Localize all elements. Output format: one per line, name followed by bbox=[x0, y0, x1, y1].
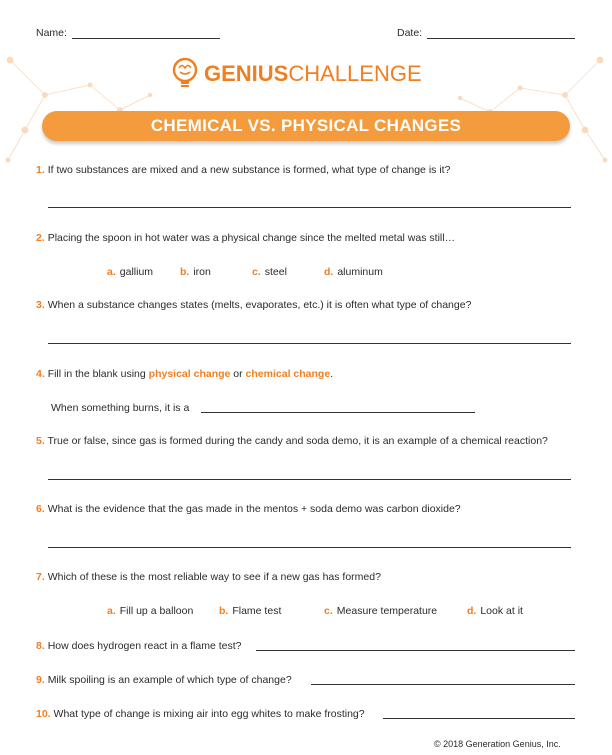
question-number: 7. bbox=[36, 571, 45, 583]
option-letter: c. bbox=[324, 605, 333, 617]
answer-choice-physical: physical change bbox=[148, 368, 231, 380]
question-4 bbox=[36, 368, 333, 380]
q2-option-a[interactable] bbox=[107, 266, 153, 278]
q7-option-a[interactable] bbox=[107, 605, 193, 617]
option-letter: a. bbox=[107, 266, 116, 278]
brand-part-challenge: CHALLENGE bbox=[288, 61, 422, 86]
question-text: How does hydrogen react in a flame test? bbox=[47, 640, 242, 652]
answer-line-5[interactable] bbox=[48, 479, 571, 480]
question-number: 5. bbox=[36, 435, 45, 447]
answer-line-8[interactable] bbox=[256, 650, 575, 651]
question-text-end: . bbox=[330, 368, 334, 380]
question-6 bbox=[36, 503, 461, 515]
question-text: Placing the spoon in hot water was a physical change since the melted metal was still… bbox=[47, 232, 456, 244]
option-letter: d. bbox=[467, 605, 477, 617]
question-text: When a substance changes states (melts, evaporates, etc.) it is often what type of change? bbox=[47, 299, 472, 311]
option-text: iron bbox=[193, 266, 211, 278]
question-text: What is the evidence that the gas made in the mentos + soda demo was carbon dioxide? bbox=[47, 503, 461, 515]
answer-line-4[interactable] bbox=[201, 412, 475, 413]
q4-prompt: When something burns, it is a bbox=[51, 402, 190, 414]
question-number: 9. bbox=[36, 674, 45, 686]
option-text: steel bbox=[264, 266, 287, 278]
answer-line-9[interactable] bbox=[311, 684, 575, 685]
lightbulb-brain-icon bbox=[170, 57, 200, 91]
option-text: Flame test bbox=[232, 605, 282, 617]
question-number: 2. bbox=[36, 232, 45, 244]
question-text: Fill in the blank using bbox=[47, 368, 149, 380]
option-letter: b. bbox=[180, 266, 190, 278]
option-text: Measure temperature bbox=[336, 605, 438, 617]
q7-option-b[interactable] bbox=[219, 605, 281, 617]
brand-part-genius: GENIUS bbox=[204, 61, 289, 86]
answer-choice-chemical: chemical change bbox=[245, 368, 331, 380]
question-number: 3. bbox=[36, 299, 45, 311]
date-label: Date: bbox=[397, 27, 423, 39]
question-text: Milk spoiling is an example of which type of change? bbox=[47, 674, 292, 686]
q2-option-b[interactable] bbox=[180, 266, 211, 278]
option-letter: b. bbox=[219, 605, 229, 617]
question-number: 10. bbox=[36, 708, 51, 720]
question-10 bbox=[36, 708, 365, 720]
brand-wordmark bbox=[204, 61, 422, 87]
name-label: Name: bbox=[36, 27, 67, 39]
option-text: aluminum bbox=[337, 266, 383, 278]
option-text: Look at it bbox=[480, 605, 523, 617]
option-letter: d. bbox=[324, 266, 334, 278]
question-text-connector: or bbox=[230, 368, 246, 380]
answer-line-1[interactable] bbox=[48, 207, 571, 208]
copyright: © 2018 Generation Genius, Inc. bbox=[434, 739, 561, 749]
q7-option-c[interactable] bbox=[324, 605, 437, 617]
question-text: True or false, since gas is formed during the candy and soda demo, it is an example of a chemical reaction? bbox=[47, 435, 548, 447]
question-8 bbox=[36, 640, 241, 652]
option-letter: c. bbox=[252, 266, 261, 278]
option-letter: a. bbox=[107, 605, 116, 617]
question-number: 4. bbox=[36, 368, 45, 380]
question-5 bbox=[36, 435, 548, 447]
question-number: 8. bbox=[36, 640, 45, 652]
question-9 bbox=[36, 674, 292, 686]
answer-line-6[interactable] bbox=[48, 547, 571, 548]
page-title: CHEMICAL VS. PHYSICAL CHANGES bbox=[150, 116, 462, 135]
q7-option-d[interactable] bbox=[467, 605, 523, 617]
question-text: What type of change is mixing air into egg whites to make frosting? bbox=[53, 708, 365, 720]
question-text: If two substances are mixed and a new substance is formed, what type of change is it? bbox=[47, 164, 451, 176]
answer-line-10[interactable] bbox=[383, 718, 575, 719]
option-text: Fill up a balloon bbox=[119, 605, 194, 617]
q2-option-c[interactable] bbox=[252, 266, 287, 278]
question-1 bbox=[36, 164, 450, 176]
q2-option-d[interactable] bbox=[324, 266, 383, 278]
name-field-line[interactable] bbox=[72, 38, 220, 39]
question-7 bbox=[36, 571, 381, 583]
date-field-line[interactable] bbox=[427, 38, 575, 39]
question-text: Which of these is the most reliable way to see if a new gas has formed? bbox=[47, 571, 381, 583]
question-number: 6. bbox=[36, 503, 45, 515]
answer-line-3[interactable] bbox=[48, 343, 571, 344]
question-3 bbox=[36, 299, 471, 311]
option-text: gallium bbox=[119, 266, 154, 278]
question-2 bbox=[36, 232, 455, 244]
question-number: 1. bbox=[36, 164, 45, 176]
